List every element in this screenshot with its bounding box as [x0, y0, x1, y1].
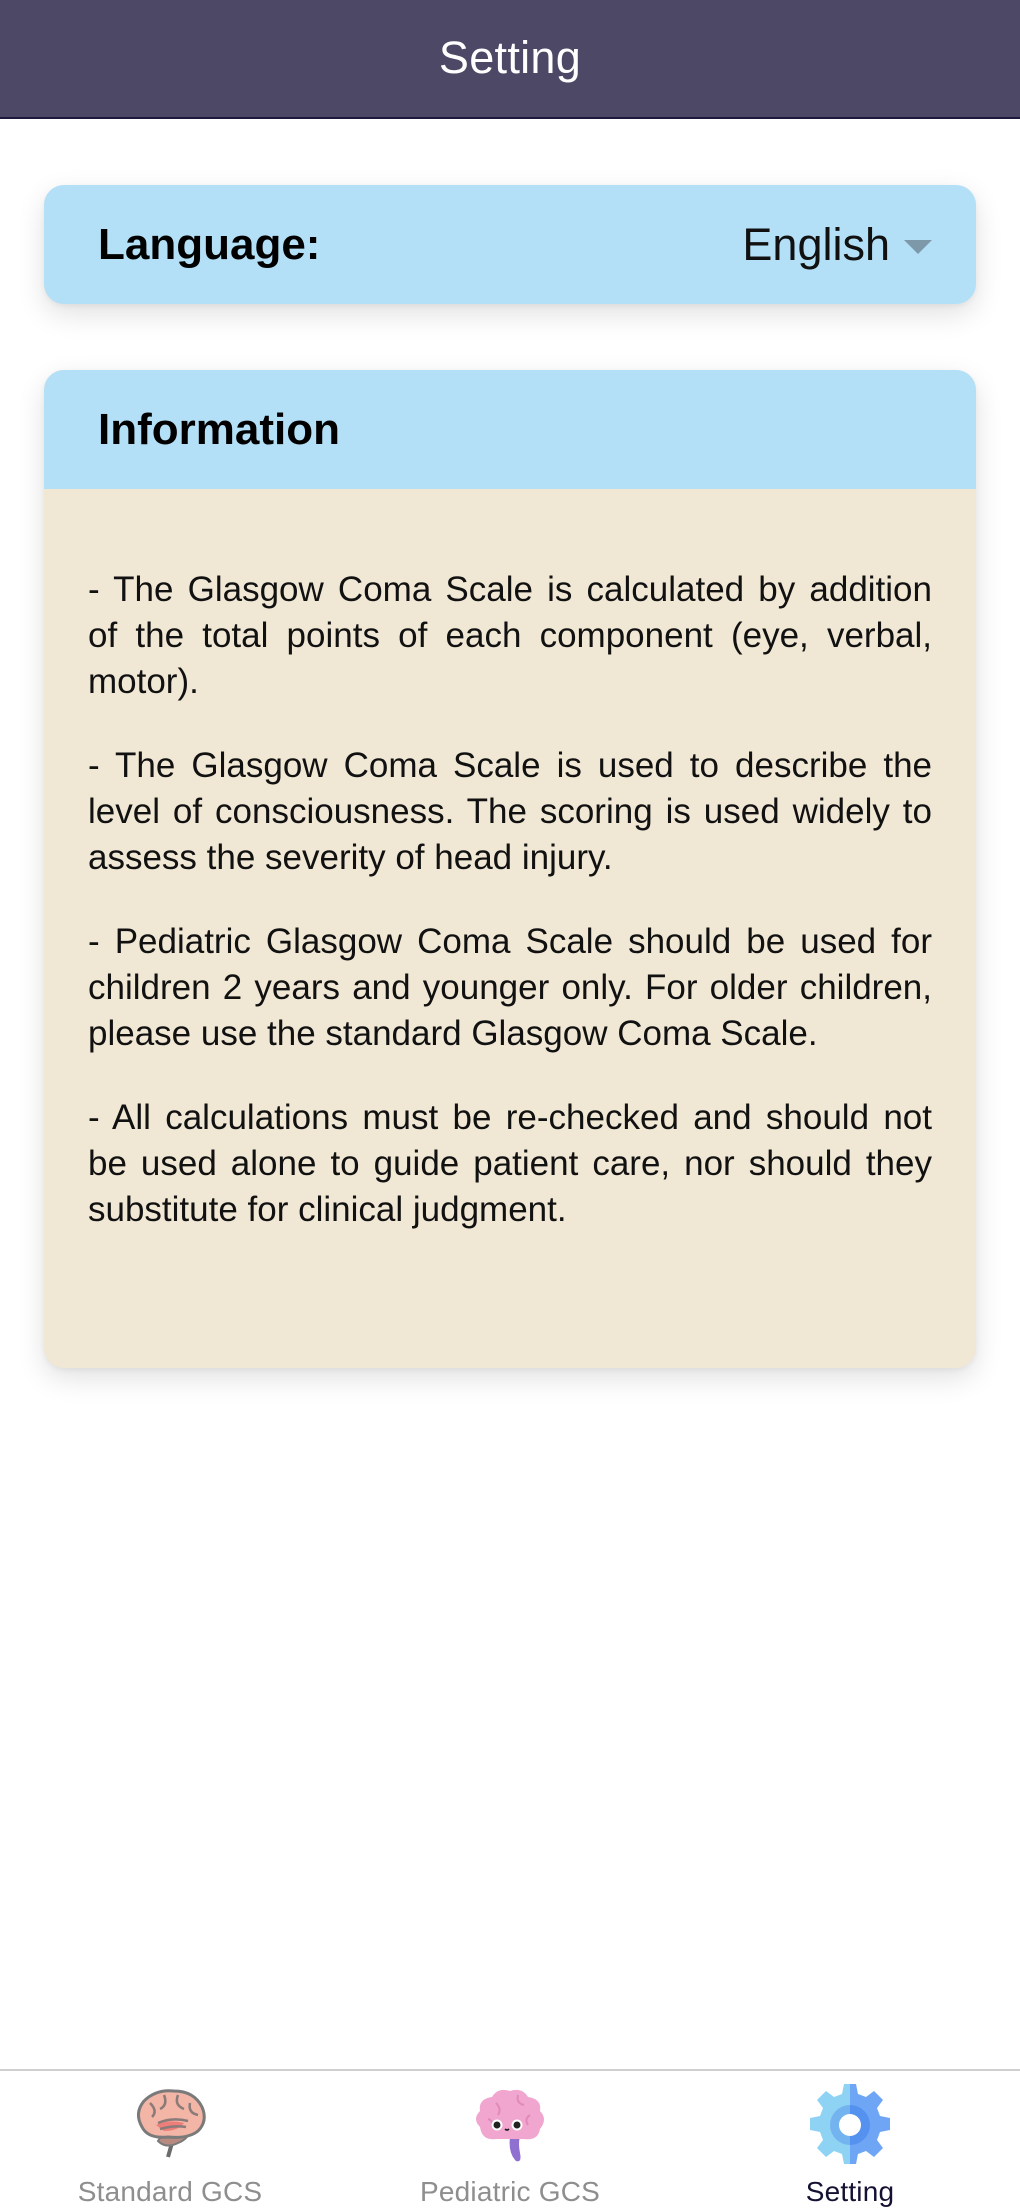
- language-selected-value: English: [742, 218, 890, 270]
- tab-setting[interactable]: [680, 2071, 1020, 2208]
- tab-label: Setting: [805, 2176, 895, 2207]
- tab-label: Standard GCS: [77, 2176, 263, 2207]
- bottom-tab-bar: [0, 2069, 1020, 2208]
- page-title: Setting: [438, 31, 582, 83]
- info-paragraph: - Pediatric Glasgow Coma Scale should be used for children 2 years and younger only. For older children, please use the standard Glasgow Coma Scale.: [88, 922, 932, 1053]
- cute-brain-icon: [465, 2081, 555, 2168]
- caret-down-icon: [904, 240, 932, 254]
- info-paragraph: - All calculations must be re-checked and should not be used alone to guide patient care, nor should they substitute for clinical judgment.: [88, 1098, 932, 1229]
- gear-icon: [805, 2081, 895, 2168]
- language-dropdown[interactable]: [742, 219, 932, 271]
- information-title: Information: [98, 404, 340, 454]
- info-paragraph: - The Glasgow Coma Scale is calculated by addition of the total points of each component (eye, verbal, motor).: [88, 570, 932, 701]
- language-card: [44, 185, 976, 304]
- language-label: Language:: [98, 219, 321, 269]
- tab-standard-gcs[interactable]: [0, 2071, 340, 2208]
- information-card: [44, 370, 976, 1368]
- info-paragraph: - The Glasgow Coma Scale is used to describe the level of consciousness. The scoring is used widely to assess the severity of head injury.: [88, 746, 932, 877]
- tab-label: Pediatric GCS: [420, 2176, 600, 2207]
- information-header: [44, 370, 976, 489]
- brain-icon: [125, 2081, 215, 2168]
- tab-pediatric-gcs[interactable]: [340, 2071, 680, 2208]
- top-app-bar: [0, 0, 1020, 119]
- information-body: [44, 489, 976, 1233]
